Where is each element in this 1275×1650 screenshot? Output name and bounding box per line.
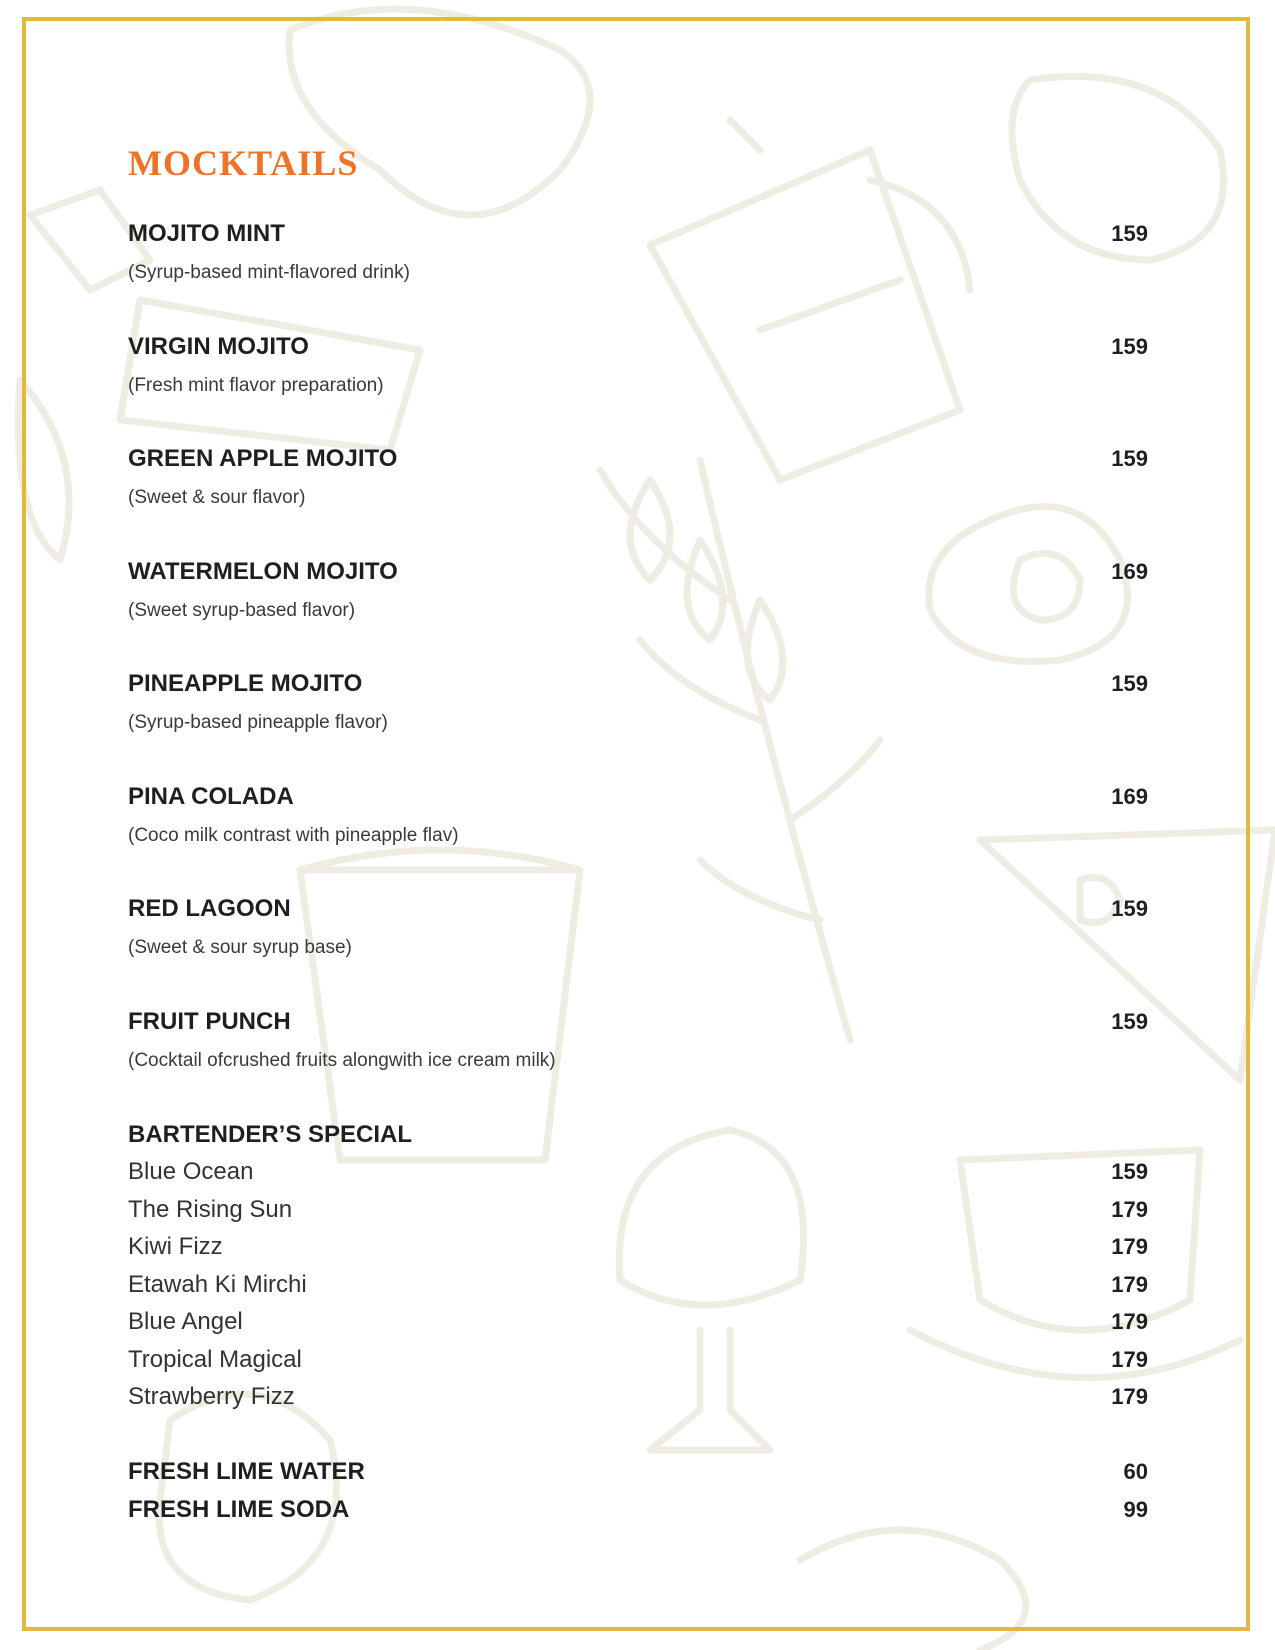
item-description: (Syrup-based pineapple flavor) bbox=[128, 712, 388, 733]
special-item bbox=[128, 1230, 1148, 1264]
special-item bbox=[128, 1155, 1148, 1189]
special-item-price: 179 bbox=[1111, 1384, 1148, 1409]
item-description: (Cocktail ofcrushed fruits alongwith ice cream milk) bbox=[128, 1050, 556, 1071]
special-item bbox=[128, 1343, 1148, 1377]
lime-item-name: FRESH LIME SODA bbox=[128, 1496, 350, 1523]
item-name: VIRGIN MOJITO bbox=[128, 333, 309, 360]
special-item bbox=[128, 1380, 1148, 1414]
item-price: 159 bbox=[1111, 896, 1148, 921]
lime-item bbox=[128, 1493, 1148, 1527]
item-name: FRUIT PUNCH bbox=[128, 1008, 291, 1035]
special-item bbox=[128, 1193, 1148, 1227]
special-item-price: 179 bbox=[1111, 1234, 1148, 1259]
special-section-heading: BARTENDER’S SPECIAL bbox=[128, 1121, 413, 1148]
item-description: (Sweet syrup-based flavor) bbox=[128, 600, 356, 621]
lime-item-price: 60 bbox=[1123, 1459, 1148, 1484]
item-price: 159 bbox=[1111, 1009, 1148, 1034]
item-name: MOJITO MINT bbox=[128, 220, 285, 247]
special-item-price: 179 bbox=[1111, 1347, 1148, 1372]
special-item bbox=[128, 1268, 1148, 1302]
item-name: WATERMELON MOJITO bbox=[128, 558, 398, 585]
item-price: 159 bbox=[1111, 334, 1148, 359]
menu-item bbox=[128, 330, 1148, 364]
special-item-name: Tropical Magical bbox=[128, 1346, 302, 1373]
page-title: MOCKTAILS bbox=[128, 143, 359, 183]
item-description: (Syrup-based mint-flavored drink) bbox=[128, 262, 410, 283]
item-price: 159 bbox=[1111, 671, 1148, 696]
menu-item bbox=[128, 892, 1148, 926]
item-name: PINA COLADA bbox=[128, 783, 294, 810]
menu-item bbox=[128, 217, 1148, 251]
item-name: PINEAPPLE MOJITO bbox=[128, 670, 363, 697]
special-item-price: 179 bbox=[1111, 1272, 1148, 1297]
menu-item bbox=[128, 780, 1148, 814]
menu-item bbox=[128, 1005, 1148, 1039]
item-description: (Sweet & sour syrup base) bbox=[128, 937, 352, 958]
item-price: 159 bbox=[1111, 446, 1148, 471]
menu-item bbox=[128, 555, 1148, 589]
item-name: GREEN APPLE MOJITO bbox=[128, 445, 398, 472]
special-item-price: 159 bbox=[1111, 1159, 1148, 1184]
special-item-name: Etawah Ki Mirchi bbox=[128, 1271, 307, 1298]
lime-item bbox=[128, 1455, 1148, 1489]
special-item-name: The Rising Sun bbox=[128, 1196, 293, 1223]
item-price: 169 bbox=[1111, 559, 1148, 584]
special-item-name: Blue Angel bbox=[128, 1308, 243, 1335]
special-item-price: 179 bbox=[1111, 1309, 1148, 1334]
lime-item-price: 99 bbox=[1123, 1497, 1148, 1522]
item-description: (Coco milk contrast with pineapple flav) bbox=[128, 825, 459, 846]
special-item-name: Strawberry Fizz bbox=[128, 1383, 295, 1410]
special-item-name: Kiwi Fizz bbox=[128, 1233, 223, 1260]
item-description: (Fresh mint flavor preparation) bbox=[128, 375, 384, 396]
special-item bbox=[128, 1305, 1148, 1339]
item-price: 159 bbox=[1111, 221, 1148, 246]
menu-item bbox=[128, 442, 1148, 476]
menu-item bbox=[128, 667, 1148, 701]
menu-content bbox=[128, 0, 1148, 1650]
special-item-name: Blue Ocean bbox=[128, 1158, 254, 1185]
lime-item-name: FRESH LIME WATER bbox=[128, 1458, 365, 1485]
special-item-price: 179 bbox=[1111, 1197, 1148, 1222]
item-price: 169 bbox=[1111, 784, 1148, 809]
item-name: RED LAGOON bbox=[128, 895, 291, 922]
item-description: (Sweet & sour flavor) bbox=[128, 487, 306, 508]
